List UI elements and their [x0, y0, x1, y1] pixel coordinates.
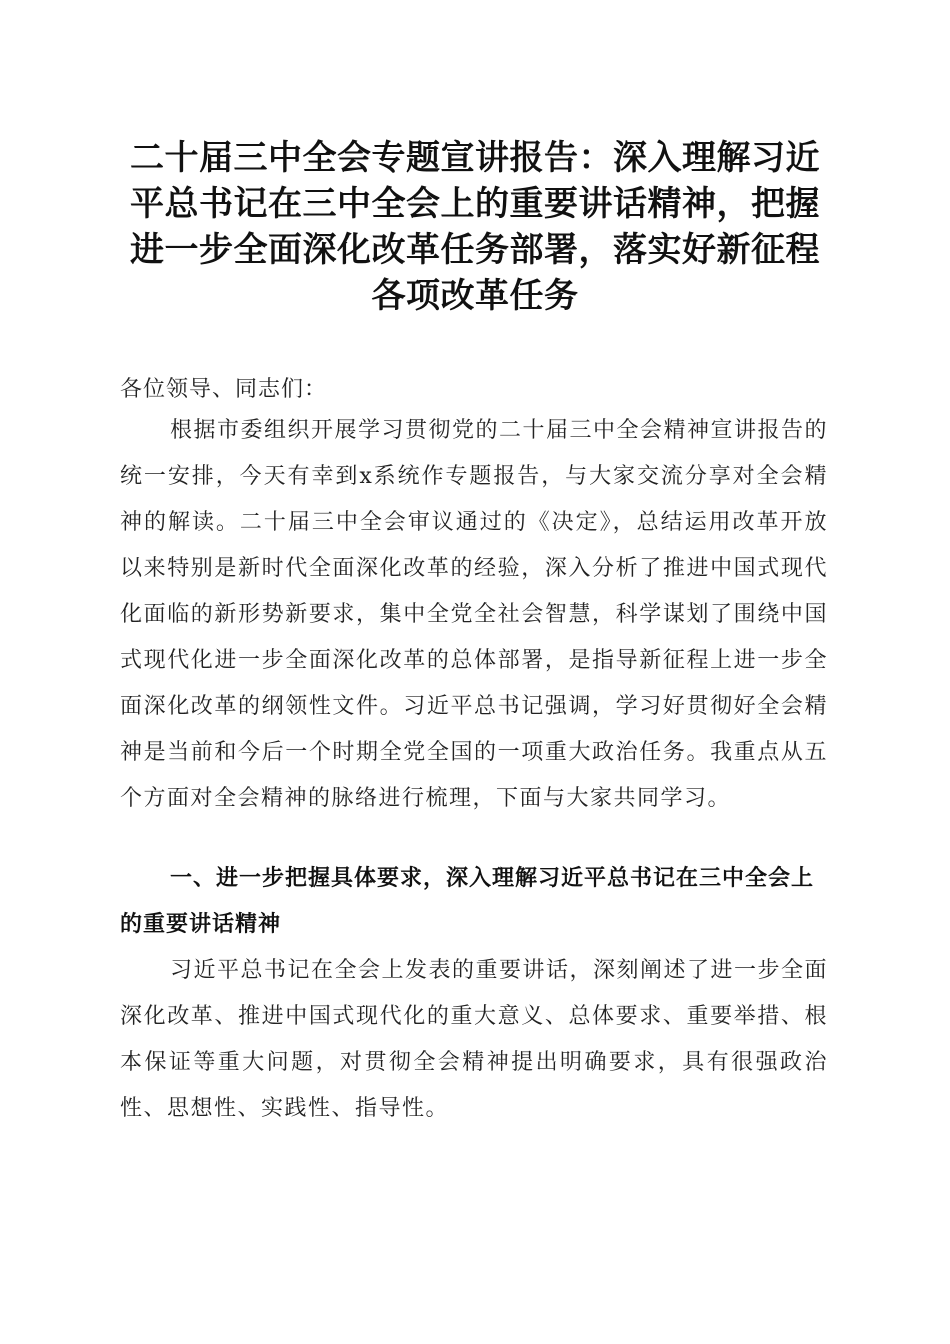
document-title: 二十届三中全会专题宣讲报告：深入理解习近平总书记在三中全会上的重要讲话精神，把握进一步全面深化改革任务部署，落实好新征程各项改革任务 — [130, 138, 820, 316]
salutation: 各位领导、同志们： — [120, 377, 328, 402]
body-paragraph-section-1: 习近平总书记在全会上发表的重要讲话，深刻阐述了进一步全面深化改革、推进中国式现代化的重大意义、总体要求、重要举措、根本保证等重大问题，对贯彻全会精神提出明确要求，具有很强政治性、思想性、实践性、指导性。 — [120, 958, 829, 1121]
section-heading-1: 一、进一步把握具体要求，深入理解习近平总书记在三中全会上的重要讲话精神 — [120, 866, 815, 937]
body-paragraph-intro: 根据市委组织开展学习贯彻党的二十届三中全会精神宣讲报告的统一安排，今天有幸到x系统作专题报告，与大家交流分享对全会精神的解读。二十届三中全会审议通过的《决定》，总结运用改革开放以来特别是新时代全面深化改革的经验，深入分析了推进中国式现代化面临的新形势新要求，集中全党全社会智慧，科学谋划了围绕中国式现代化进一步全面深化改革的总体部署，是指导新征程上进一步全面深化改革的纲领性文件。习近平总书记强调，学习好贯彻好全会精神是当前和今后一个时期全党全国的一项重大政治任务。我重点从五个方面对全会精神的脉络进行梳理，下面与大家共同学习。 — [120, 418, 829, 811]
